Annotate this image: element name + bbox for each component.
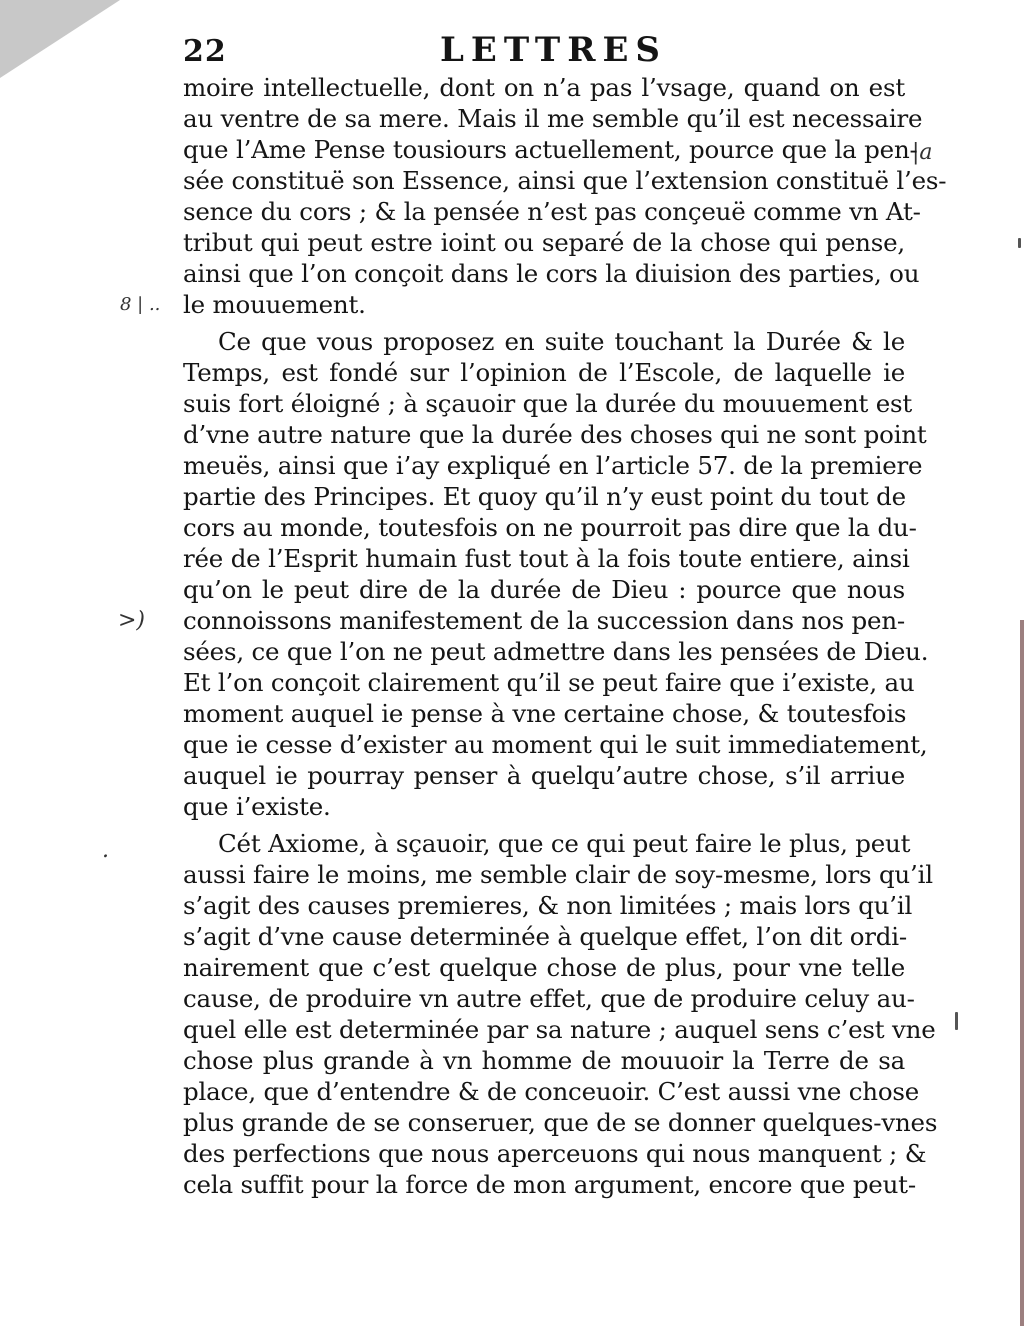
page-number: 22 bbox=[183, 34, 227, 69]
margin-note-left-2: >) bbox=[118, 608, 146, 633]
text-line: que i’existe. bbox=[183, 792, 331, 821]
running-head: LETTRES bbox=[440, 30, 667, 70]
body-text bbox=[183, 72, 947, 1200]
text-line: sée constituë son Essence, ainsi que l’extension constituë l’es- bbox=[183, 166, 947, 195]
text-line: moire intellectuelle, dont on n’a pas l’vsage, quand on est bbox=[183, 73, 905, 102]
text-line: qu’on le peut dire de la durée de Dieu : pource que nous bbox=[183, 575, 905, 604]
ink-speck bbox=[1018, 238, 1021, 248]
text-line: ainsi que l’on conçoit dans le cors la diuision des parties, ou bbox=[183, 259, 920, 288]
margin-note-left-1: 8 | .. bbox=[120, 294, 161, 315]
scan-edge bbox=[1020, 620, 1024, 1326]
margin-note-left-3: . bbox=[102, 838, 109, 863]
text-line: cors au monde, toutesfois on ne pourroit pas dire que la du- bbox=[183, 513, 917, 542]
text-line: que l’Ame Pense tousiours actuellement, pource que la pen- bbox=[183, 135, 918, 164]
text-line: Ce que vous proposez en suite touchant la Durée & le bbox=[218, 327, 905, 356]
text-line: sées, ce que l’on ne peut admettre dans les pensées de Dieu. bbox=[183, 637, 929, 666]
text-line: tribut qui peut estre ioint ou separé de la chose qui pense, bbox=[183, 228, 905, 257]
text-line: cause, de produire vn autre effet, que de produire celuy au- bbox=[183, 984, 915, 1013]
text-line: nairement que c’est quelque chose de plus, pour vne telle bbox=[183, 953, 905, 982]
text-line: s’agit des causes premieres, & non limitées ; mais lors qu’il bbox=[183, 891, 913, 920]
text-line: connoissons manifestement de la succession dans nos pen- bbox=[183, 606, 905, 635]
text-line: au ventre de sa mere. Mais il me semble qu’il est necessaire bbox=[183, 104, 923, 133]
text-line: Et l’on conçoit clairement qu’il se peut faire que i’existe, au bbox=[183, 668, 915, 697]
text-line: chose plus grande à vn homme de mouuoir la Terre de sa bbox=[183, 1046, 905, 1075]
margin-note-right: |a bbox=[912, 140, 933, 165]
text-line: suis fort éloigné ; à sçauoir que la durée du mouuement est bbox=[183, 389, 913, 418]
text-line: que ie cesse d’exister au moment qui le suit immediatement, bbox=[183, 730, 928, 759]
text-line: cela suffit pour la force de mon argument, encore que peut- bbox=[183, 1170, 916, 1199]
text-line: le mouuement. bbox=[183, 290, 366, 319]
text-line: rée de l’Esprit humain fust tout à la fois toute entiere, ainsi bbox=[183, 544, 910, 573]
text-line: Temps, est fondé sur l’opinion de l’Escole, de laquelle ie bbox=[183, 358, 905, 387]
ink-speck bbox=[955, 1012, 958, 1030]
text-line: sence du cors ; & la pensée n’est pas conçeuë comme vn At- bbox=[183, 197, 921, 226]
text-line: s’agit d’vne cause determinée à quelque effet, l’on dit ordi- bbox=[183, 922, 907, 951]
text-line: quel elle est determinée par sa nature ; auquel sens c’est vne bbox=[183, 1015, 936, 1044]
text-line: plus grande de se conseruer, que de se donner quelques-vnes bbox=[183, 1108, 938, 1137]
scan-corner-shadow bbox=[0, 0, 120, 78]
text-line: meuës, ainsi que i’ay expliqué en l’article 57. de la premiere bbox=[183, 451, 923, 480]
text-line: des perfections que nous aperceuons qui nous manquent ; & bbox=[183, 1139, 927, 1168]
text-line: aussi faire le moins, me semble clair de soy-mesme, lors qu’il bbox=[183, 860, 933, 889]
text-line: Cét Axiome, à sçauoir, que ce qui peut faire le plus, peut bbox=[218, 829, 911, 858]
text-line: moment auquel ie pense à vne certaine chose, & toutesfois bbox=[183, 699, 907, 728]
text-line: auquel ie pourray penser à quelqu’autre chose, s’il arriue bbox=[183, 761, 905, 790]
text-line: d’vne autre nature que la durée des choses qui ne sont point bbox=[183, 420, 927, 449]
text-line: place, que d’entendre & de conceuoir. C’est aussi vne chose bbox=[183, 1077, 920, 1106]
text-line: partie des Principes. Et quoy qu’il n’y eust point du tout de bbox=[183, 482, 906, 511]
